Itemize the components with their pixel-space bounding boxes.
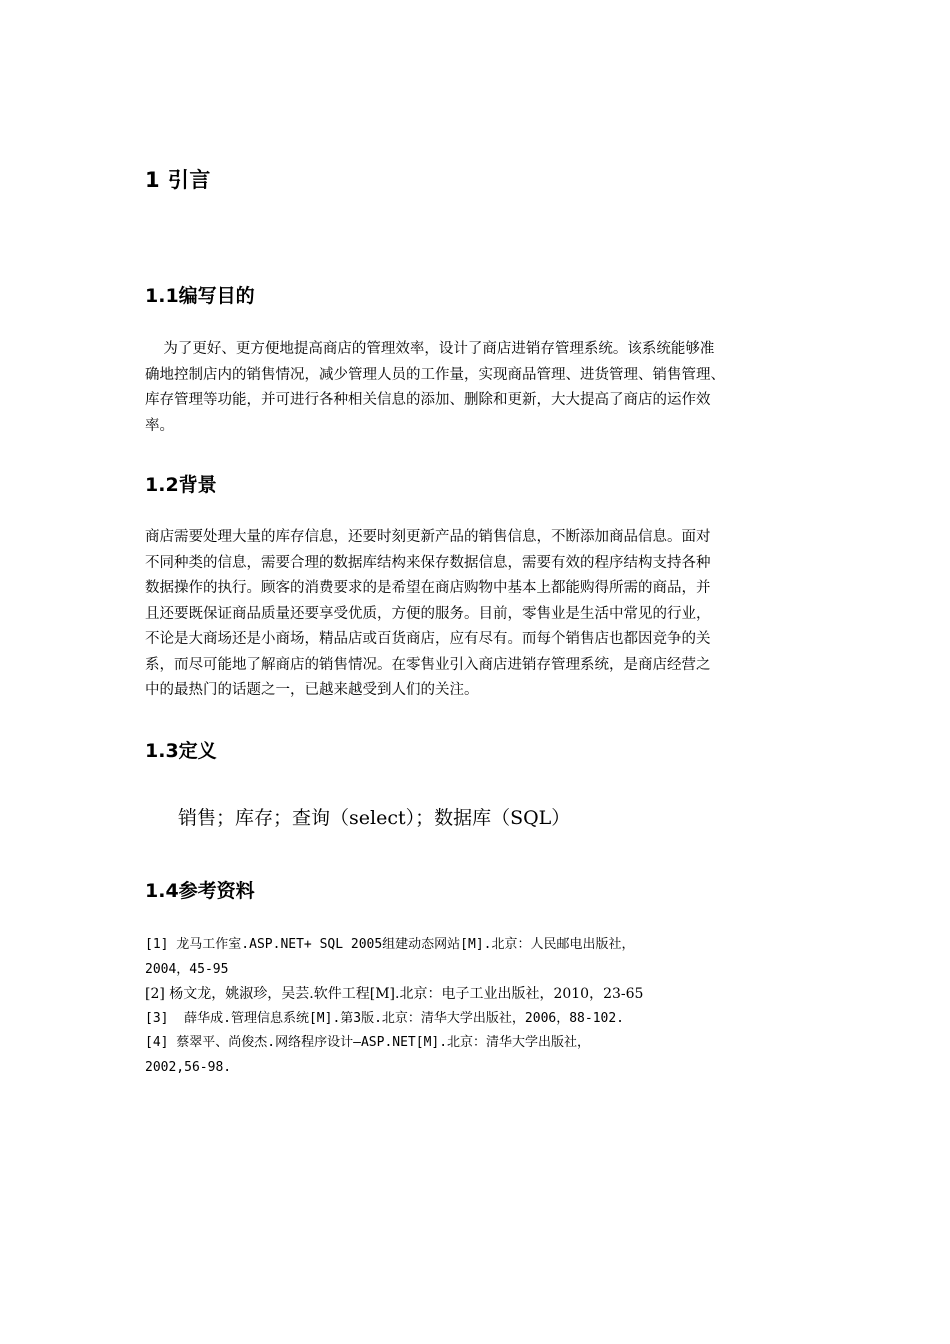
background-line: 系，而尽可能地了解商店的销售情况。在零售业引入商店进销存管理系统，是商店经营之 <box>145 656 711 673</box>
reference-line: 2004，45-95 <box>145 961 229 977</box>
references-list <box>145 933 643 1080</box>
heading-introduction: 1 引言 <box>145 168 211 192</box>
background-line: 商店需要处理大量的库存信息，还要时刻更新产品的销售信息，不断添加商品信息。面对 <box>145 529 711 545</box>
background-line: 不同种类的信息，需要合理的数据库结构来保存数据信息，需要有效的程序结构支持各种 <box>145 554 711 571</box>
heading-background: 1.2背景 <box>145 474 217 496</box>
heading-purpose: 1.1编写目的 <box>145 285 255 307</box>
background-line: 且还要既保证商品质量还要享受优质，方便的服务。目前，零售业是生活中常见的行业， <box>145 605 711 622</box>
purpose-line: 库存管理等功能，并可进行各种相关信息的添加、删除和更新，大大提高了商店的运作效 <box>145 392 711 408</box>
purpose-paragraph <box>145 337 810 439</box>
background-line: 不论是大商场还是小商场，精品店或百货商店，应有尽有。而每个销售店也都因竞争的关 <box>145 631 711 647</box>
purpose-line: 为了更好、更方便地提高商店的管理效率，设计了商店进销存管理系统。该系统能够准 <box>145 341 715 357</box>
reference-line: [1] 龙马工作室.ASP.NET+ SQL 2005组建动态网站[M].北京：人民邮电出版社， <box>145 937 635 952</box>
heading-definitions: 1.3定义 <box>145 740 217 762</box>
reference-line: [4] 蔡翠平、尚俊杰.网络程序设计—ASP.NET[M].北京：清华大学出版社， <box>145 1035 591 1050</box>
background-line: 数据操作的执行。顾客的消费要求的是希望在商店购物中基本上都能购得所需的商品，并 <box>145 580 711 596</box>
purpose-line: 确地控制店内的销售情况，减少管理人员的工作量，实现商品管理、进货管理、销售管理、 <box>145 366 725 383</box>
purpose-line: 率。 <box>145 417 174 434</box>
heading-references: 1.4参考资料 <box>145 880 255 902</box>
reference-line: [2] 杨文龙，姚淑珍，吴芸.软件工程[M].北京：电子工业出版社，2010，23-65 <box>145 986 644 1002</box>
definitions-text: 销售；库存；查询（select）；数据库（SQL） <box>178 807 571 829</box>
background-paragraph <box>145 525 810 704</box>
reference-line: [3] 薛华成.管理信息系统[M].第3版.北京：清华大学出版社，2006，88-102. <box>145 1010 625 1026</box>
background-line: 中的最热门的话题之一，已越来越受到人们的关注。 <box>145 682 479 698</box>
reference-line: 2002,56-98. <box>145 1059 232 1075</box>
